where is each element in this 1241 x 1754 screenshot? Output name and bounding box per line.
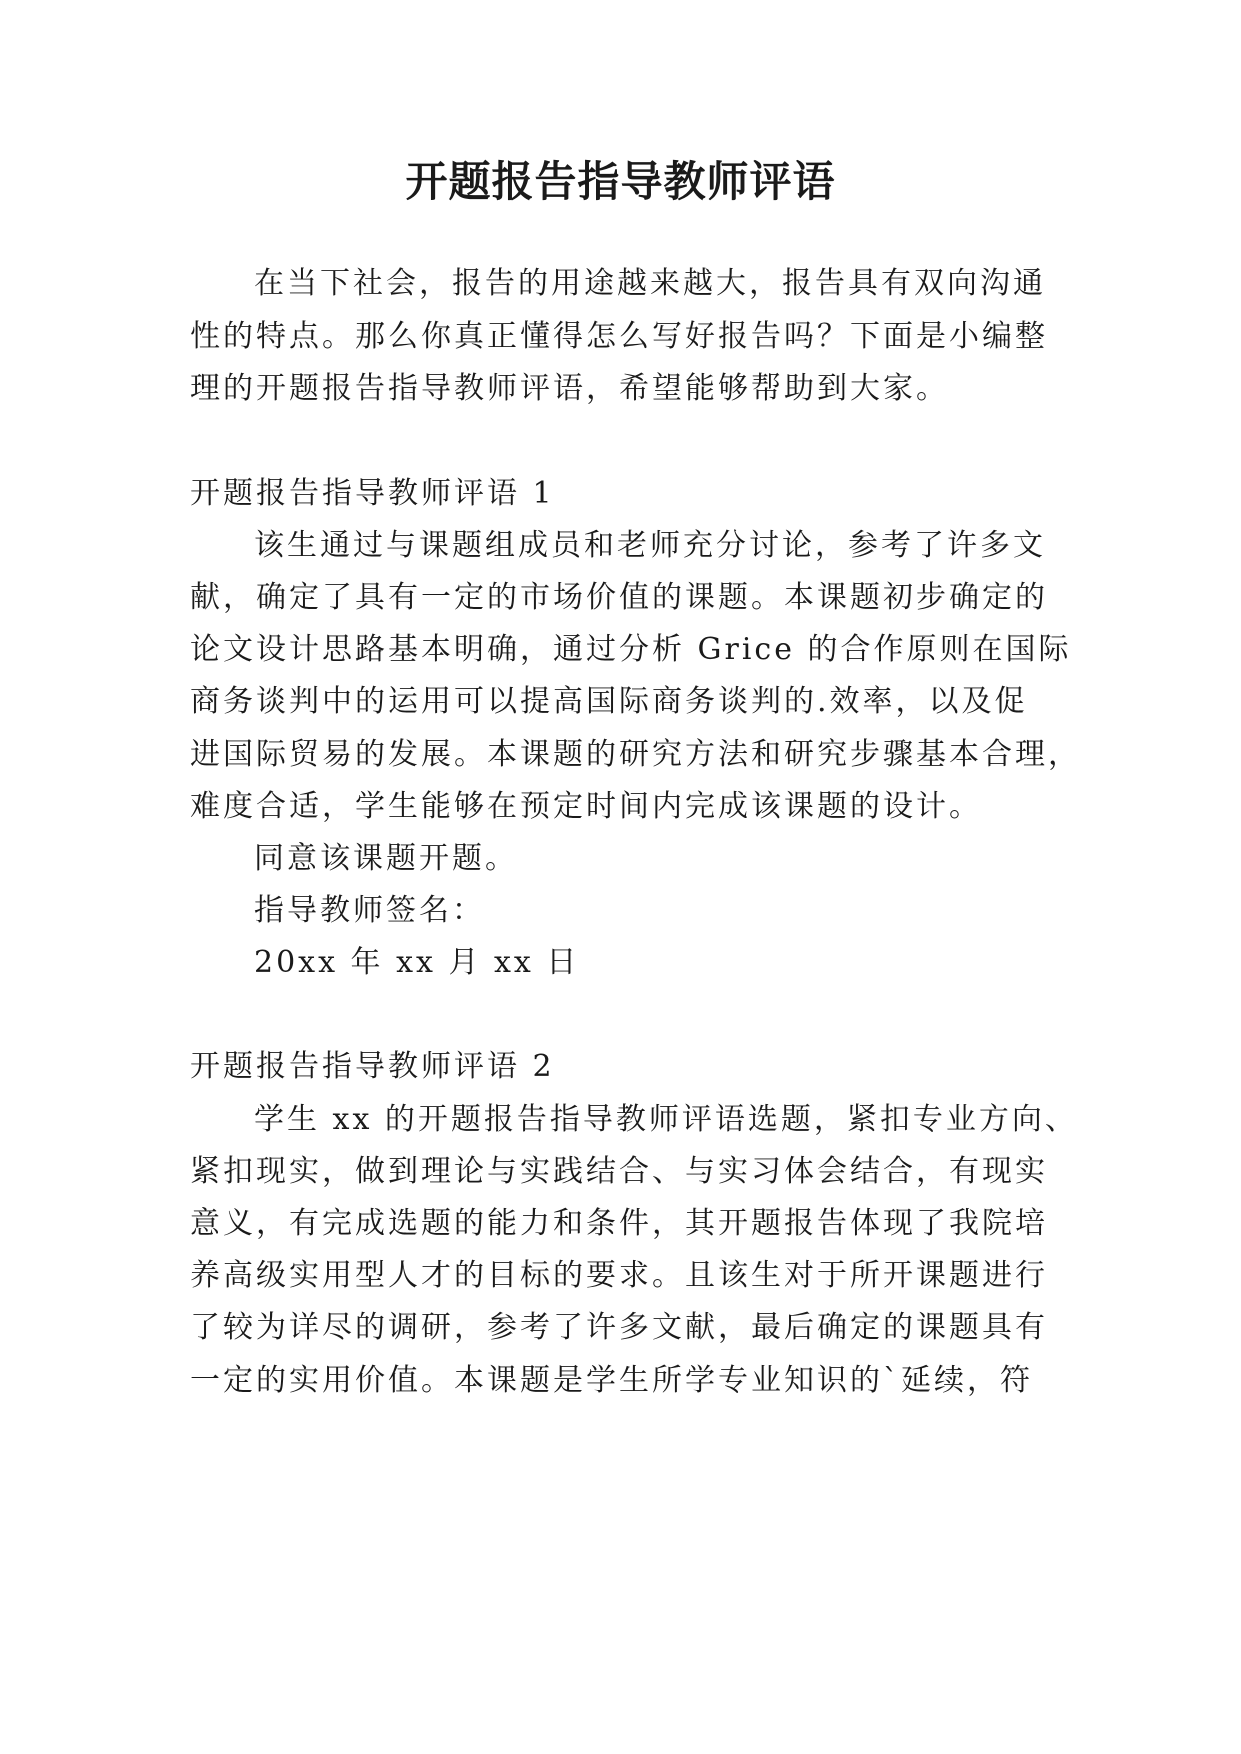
intro-line: 理的开题报告指导教师评语，希望能够帮助到大家。 bbox=[190, 371, 949, 406]
intro-line: 在当下社会，报告的用途越来越大，报告具有双向沟通 bbox=[254, 266, 1046, 301]
date-line: 20xx 年 xx 月 xx 日 bbox=[254, 945, 580, 980]
section-body-line: 该生通过与课题组成员和老师充分讨论，参考了许多文 bbox=[254, 528, 1046, 563]
section-heading: 开题报告指导教师评语 1 bbox=[190, 476, 555, 511]
section-body-line: 意义，有完成选题的能力和条件，其开题报告体现了我院培 bbox=[190, 1206, 1048, 1241]
section-body-line: 难度合适，学生能够在预定时间内完成该课题的设计。 bbox=[190, 789, 982, 824]
section-body-line: 商务谈判中的运用可以提高国际商务谈判的.效率，以及促 bbox=[190, 684, 1028, 719]
section-body-line: 进国际贸易的发展。本课题的研究方法和研究步骤基本合理， bbox=[190, 737, 1081, 772]
section-body-line: 了较为详尽的调研，参考了许多文献，最后确定的课题具有 bbox=[190, 1310, 1048, 1345]
section-body-line: 论文设计思路基本明确，通过分析 Grice 的合作原则在国际 bbox=[190, 632, 1072, 667]
intro-line: 性的特点。那么你真正懂得怎么写好报告吗？下面是小编整 bbox=[190, 319, 1048, 354]
section-heading: 开题报告指导教师评语 2 bbox=[190, 1049, 555, 1084]
document-title: 开题报告指导教师评语 bbox=[405, 157, 836, 206]
section-body-line: 养高级实用型人才的目标的要求。且该生对于所开课题进行 bbox=[190, 1258, 1048, 1293]
section-body-line: 献，确定了具有一定的市场价值的课题。本课题初步确定的 bbox=[190, 580, 1048, 615]
section-body-line: 学生 xx 的开题报告指导教师评语选题，紧扣专业方向、 bbox=[254, 1102, 1078, 1137]
signature-label: 指导教师签名： bbox=[254, 893, 485, 928]
approval-text: 同意该课题开题。 bbox=[254, 841, 518, 876]
section-body-line: 紧扣现实，做到理论与实践结合、与实习体会结合，有现实 bbox=[190, 1154, 1048, 1189]
section-body-line: 一定的实用价值。本课题是学生所学专业知识的`延续，符 bbox=[190, 1363, 1033, 1398]
